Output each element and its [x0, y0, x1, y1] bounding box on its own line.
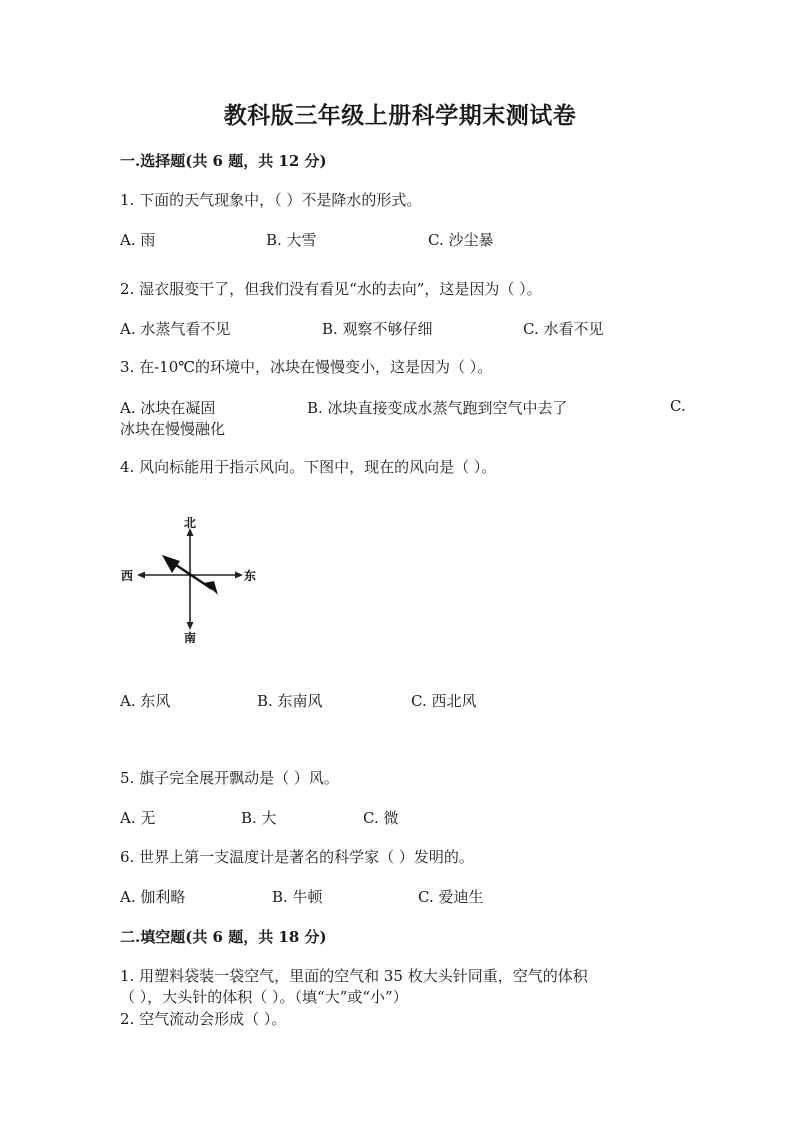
page-title: 教科版三年级上册科学期末测试卷	[223, 102, 577, 129]
fill-question-2-text: 2. 空气流动会形成（ ）。	[120, 1010, 287, 1028]
q3-option-c-label: C.	[670, 397, 686, 415]
q2-option-c: C. 水看不见	[523, 320, 604, 338]
section-heading-choice: 一.选择题(共 6 题，共 12 分)	[120, 152, 327, 170]
q3-option-a: A. 冰块在凝固	[120, 399, 216, 417]
question-2-text: 2. 湿衣服变干了，但我们没有看见“水的去向”，这是因为（ ）。	[120, 280, 542, 298]
q1-option-a: A. 雨	[120, 231, 156, 249]
q6-option-b: B. 牛顿	[272, 888, 323, 906]
q4-option-b: B. 东南风	[257, 692, 323, 710]
q5-option-a: A. 无	[120, 809, 156, 827]
q1-option-c: C. 沙尘暴	[428, 231, 494, 249]
question-3-text: 3. 在-10℃的环境中，冰块在慢慢变小，这是因为（ ）。	[120, 358, 493, 376]
q5-option-b: B. 大	[241, 809, 277, 827]
question-4-text: 4. 风向标能用于指示风向。下图中，现在的风向是（ ）。	[120, 458, 497, 476]
q3-option-b: B. 冰块直接变成水蒸气跑到空气中去了	[307, 399, 568, 417]
south-arrow-icon	[187, 622, 194, 630]
q2-option-a: A. 水蒸气看不见	[120, 320, 231, 338]
q5-option-c: C. 微	[363, 809, 399, 827]
q4-option-a: A. 东风	[120, 692, 171, 710]
label-west: 西	[121, 569, 134, 583]
section-heading-fill-blank: 二.填空题(共 6 题，共 18 分)	[120, 928, 327, 946]
vane-tail-icon	[162, 555, 180, 573]
question-1-text: 1. 下面的天气现象中，（ ）不是降水的形式。	[120, 191, 422, 209]
east-arrow-icon	[235, 572, 243, 579]
fill-question-1-text-cont: （ ），大头针的体积（ ）。（填“大”或“小”）	[120, 988, 408, 1006]
question-6-text: 6. 世界上第一支温度计是著名的科学家（ ）发明的。	[120, 848, 474, 866]
q6-option-a: A. 伽利略	[120, 888, 186, 906]
west-arrow-icon	[137, 572, 145, 579]
label-north: 北	[184, 516, 197, 530]
vane-pointer-icon	[204, 581, 218, 595]
wind-vane-figure	[118, 515, 268, 645]
q2-option-b: B. 观察不够仔细	[322, 320, 433, 338]
fill-question-1-text: 1. 用塑料袋装一袋空气，里面的空气和 35 枚大头针同重，空气的体积	[120, 967, 588, 985]
label-south: 南	[184, 631, 197, 645]
q6-option-c: C. 爱迪生	[418, 888, 484, 906]
q4-option-c: C. 西北风	[411, 692, 477, 710]
label-east: 东	[244, 569, 257, 583]
q3-option-c-text: 冰块在慢慢融化	[120, 420, 226, 438]
question-5-text: 5. 旗子完全展开飘动是（ ）风。	[120, 769, 339, 787]
q1-option-b: B. 大雪	[266, 231, 317, 249]
